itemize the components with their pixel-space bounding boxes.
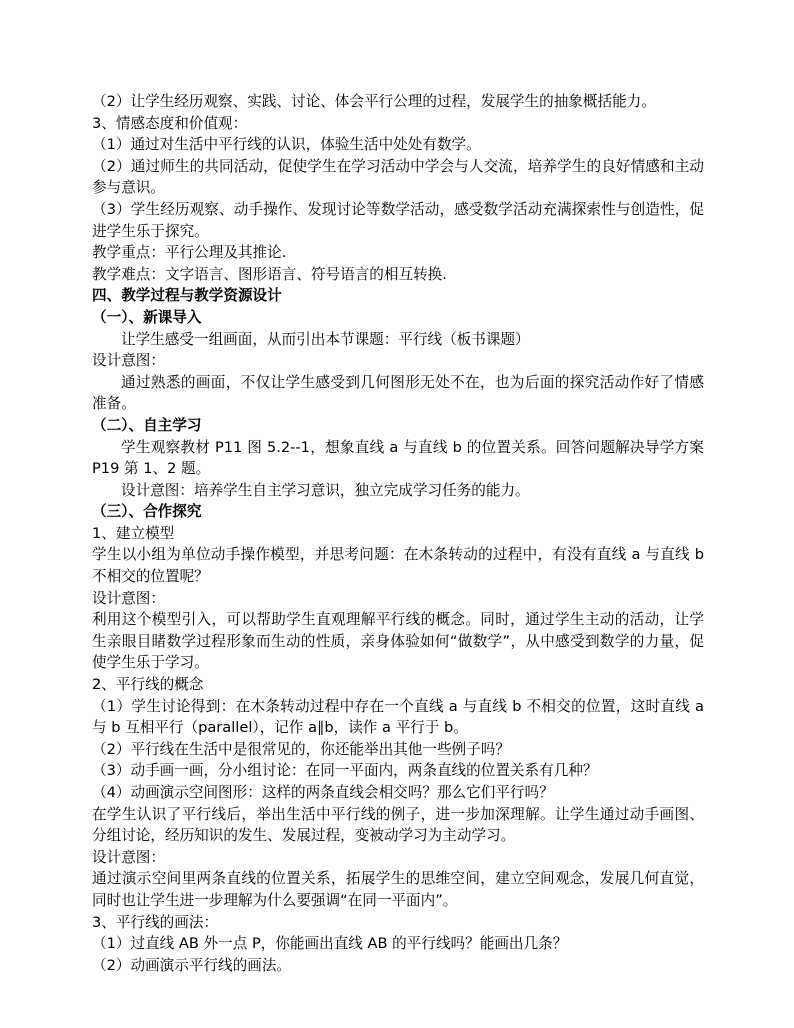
paragraph: 学生观察教材 P11 图 5.2--1，想象直线 a 与直线 b 的位置关系。回答问题解决导学方案 P19 第 1、2 题。 bbox=[92, 438, 704, 478]
paragraph: （3）动手画一画，分小组讨论：在同一平面内，两条直线的位置关系有几种？ bbox=[92, 762, 598, 780]
paragraph: 在学生认识了平行线后，举出生活中平行线的例子，进一步加深理解。让学生通过动手画图、分组讨论，经历知识的发生、发展过程，变被动学习为主动学习。 bbox=[92, 805, 704, 845]
paragraph: （2）通过师生的共同活动，促使学生在学习活动中学会与人交流，培养学生的良好情感和主动参与意识。 bbox=[92, 157, 704, 197]
paragraph: 设计意图：培养学生自主学习意识，独立完成学习任务的能力。 bbox=[121, 481, 530, 499]
paragraph: 3、情感态度和价值观： bbox=[92, 114, 248, 132]
paragraph: 利用这个模型引入，可以帮助学生直观理解平行线的概念。同时，通过学生主动的活动，让学生亲眼目睹数学过程形象而生动的性质，亲身体验如何“做数学”，从中感受到数学的力量，促使学生乐于学习。 bbox=[92, 611, 704, 672]
paragraph: 2、平行线的概念 bbox=[92, 676, 204, 694]
section-heading: （二）、自主学习 bbox=[92, 416, 202, 434]
paragraph: 1、建立模型 bbox=[92, 524, 175, 542]
paragraph: 3、平行线的画法： bbox=[92, 913, 219, 931]
section-heading: 四、教学过程与教学资源设计 bbox=[92, 287, 282, 305]
section-heading: （一）、新课导入 bbox=[92, 308, 202, 326]
paragraph: 设计意图： bbox=[92, 589, 165, 607]
paragraph: 通过熟悉的画面，不仅让学生感受到几何图形无处不在，也为后面的探究活动作好了情感准备。 bbox=[92, 373, 704, 413]
paragraph: （1）过直线 AB 外一点 P，你能画出直线 AB 的平行线吗？能画出几条？ bbox=[92, 935, 568, 953]
paragraph: 通过演示空间里两条直线的位置关系，拓展学生的思维空间，建立空间观念，发展几何直觉，同时也让学生进一步理解为什么要强调“在同一平面内”。 bbox=[92, 870, 704, 909]
paragraph: （2）动画演示平行线的画法。 bbox=[92, 956, 292, 974]
paragraph: （2）让学生经历观察、实践、讨论、体会平行公理的过程，发展学生的抽象概括能力。 bbox=[92, 93, 656, 110]
paragraph: （2）平行线在生活中是很常见的，你还能举出其他一些例子吗？ bbox=[92, 740, 510, 758]
paragraph: （4）动画演示空间图形：这样的两条直线会相交吗？那么它们平行吗？ bbox=[92, 784, 554, 801]
paragraph: 教学重点：平行公理及其推论. bbox=[92, 244, 287, 262]
document-body bbox=[92, 91, 704, 976]
section-heading: （三）、合作探究 bbox=[92, 503, 202, 521]
paragraph: （1）通过对生活中平行线的认识，体验生活中处处有数学。 bbox=[92, 136, 481, 154]
paragraph: （3）学生经历观察、动手操作、发现讨论等数学活动，感受数学活动充满探索性与创造性，促进学生乐于探究。 bbox=[92, 200, 704, 240]
paragraph: （1）学生讨论得到：在木条转动过程中存在一个直线 a 与直线 b 不相交的位置，这时直线 a 与 b 互相平行（parallel），记作 a∥b，读作 a 平行于 b。 bbox=[92, 697, 704, 737]
paragraph: 让学生感受一组画面，从而引出本节课题：平行线（板书课题） bbox=[121, 330, 530, 348]
paragraph: 学生以小组为单位动手操作模型，并思考问题：在木条转动的过程中，有没有直线 a 与直线 b 不相交的位置呢？ bbox=[92, 546, 704, 586]
paragraph: 设计意图： bbox=[92, 848, 165, 866]
paragraph: 设计意图： bbox=[92, 352, 165, 370]
paragraph: 教学难点：文字语言、图形语言、符号语言的相互转换. bbox=[92, 265, 447, 283]
